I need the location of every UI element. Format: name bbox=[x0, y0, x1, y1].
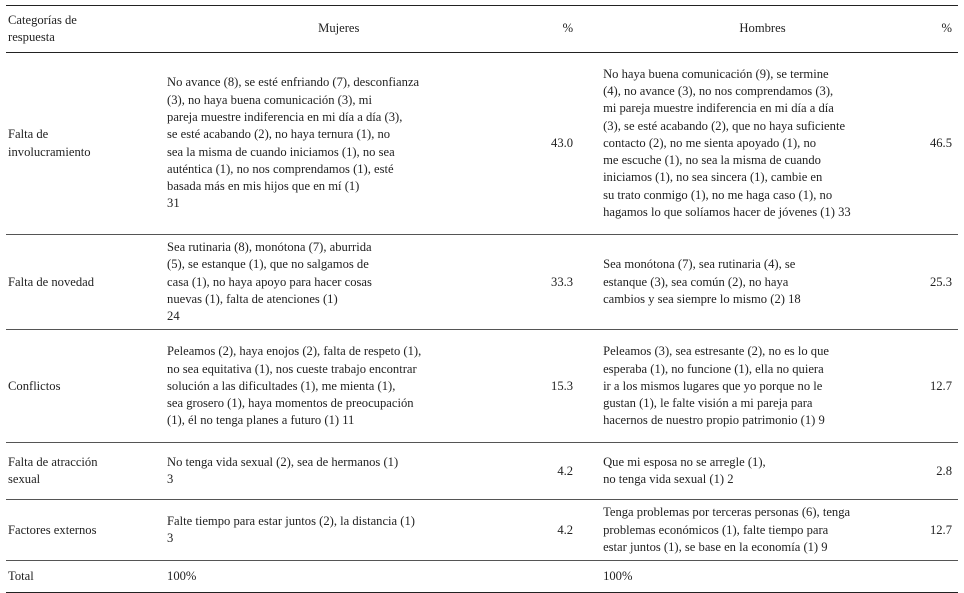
women-responses-cell bbox=[163, 53, 515, 235]
cell-line: se esté acabando (2), no haya ternura (1), no bbox=[167, 127, 391, 142]
cell-line: Falta de bbox=[8, 127, 49, 142]
cell-line: hacernos de nuestro propio patrimonio (1) 9 bbox=[603, 413, 825, 428]
cell-line: estanque (3), sea común (2), no haya bbox=[603, 274, 789, 289]
table-row bbox=[6, 330, 958, 443]
header-row bbox=[6, 6, 958, 53]
total-label: Total bbox=[8, 569, 34, 584]
header-men: Hombres bbox=[739, 21, 786, 36]
category-cell bbox=[6, 443, 163, 500]
table-row bbox=[6, 53, 958, 235]
cell-line: No avance (8), se esté enfriando (7), desconfianza bbox=[167, 75, 420, 90]
cell-line: solución a las dificultades (1), me mienta (1), bbox=[167, 378, 396, 393]
cell-line: mi pareja muestre indiferencia en mi día a día bbox=[603, 101, 834, 116]
men-responses-cell bbox=[581, 443, 926, 500]
men-percent-cell: 25.3 bbox=[929, 274, 952, 289]
cell-line: Sea rutinaria (8), monótona (7), aburrida bbox=[167, 240, 372, 254]
men-percent-cell: 12.7 bbox=[929, 522, 952, 537]
header-text: respuesta bbox=[8, 30, 55, 44]
cell-line: Que mi esposa no se arregle (1), bbox=[603, 455, 766, 470]
women-responses-cell bbox=[163, 235, 515, 330]
cell-line: 24 bbox=[167, 309, 180, 324]
cell-line: 3 bbox=[167, 531, 174, 546]
cell-line: esperaba (1), no funcione (1), ella no quiera bbox=[603, 361, 824, 376]
total-spacer bbox=[515, 561, 581, 593]
men-responses-cell bbox=[581, 53, 926, 235]
category-cell bbox=[6, 235, 163, 330]
cell-line: 31 bbox=[167, 196, 180, 211]
cell-line: iniciamos (1), no sea sincera (1), cambie en bbox=[603, 170, 823, 185]
cell-line: (3), se esté acabando (2), que no haya suficiente bbox=[603, 118, 846, 133]
cell-line: hagamos lo que solíamos hacer de jóvenes (1) 33 bbox=[603, 205, 851, 220]
cell-line: cambios y sea siempre lo mismo (2) 18 bbox=[603, 291, 801, 306]
men-percent-cell: 46.5 bbox=[929, 135, 952, 150]
women-percent-cell: 33.3 bbox=[551, 274, 574, 289]
table-row bbox=[6, 443, 958, 500]
cell-line: pareja muestre indiferencia en mi día a día (3), bbox=[167, 109, 403, 124]
women-percent-cell: 15.3 bbox=[551, 378, 574, 393]
header-women: Mujeres bbox=[318, 21, 360, 36]
men-percent-cell: 2.8 bbox=[936, 463, 952, 478]
header-category bbox=[6, 6, 163, 53]
cell-line: me escuche (1), no sea la misma de cuando bbox=[603, 153, 821, 168]
header-text: Categorías de bbox=[8, 12, 77, 27]
cell-line: (4), no avance (3), no nos comprendamos (3), bbox=[603, 83, 834, 98]
cell-line: Falta de atracción bbox=[8, 455, 98, 470]
cell-line: auténtica (1), no nos comprendamos (1), esté bbox=[167, 161, 394, 176]
women-responses-cell bbox=[163, 500, 515, 561]
header-men-pct: % bbox=[941, 21, 952, 36]
cell-line: estar juntos (1), se base en la economía (1) 9 bbox=[603, 540, 828, 555]
total-row bbox=[6, 561, 958, 593]
header-women-pct: % bbox=[562, 21, 574, 36]
cell-line: ir a los mismos lugares que yo porque no le bbox=[603, 378, 823, 393]
total-spacer2 bbox=[926, 561, 958, 593]
cell-line: Falta de novedad bbox=[8, 274, 95, 289]
women-percent-cell: 4.2 bbox=[557, 522, 574, 537]
cell-line: casa (1), no haya apoyo para hacer cosas bbox=[167, 274, 372, 289]
category-cell bbox=[6, 53, 163, 235]
cell-line: problemas económicos (1), falte tiempo para bbox=[603, 522, 829, 537]
cell-line: No tenga vida sexual (2), sea de hermanos (1) bbox=[167, 455, 399, 470]
men-responses-cell bbox=[581, 330, 926, 443]
men-percent-cell: 12.7 bbox=[929, 378, 952, 393]
cell-line: involucramiento bbox=[8, 144, 91, 159]
cell-line: Peleamos (2), haya enojos (2), falta de respeto (1), bbox=[167, 344, 422, 359]
cell-line: (3), no haya buena comunicación (3), mi bbox=[167, 92, 372, 107]
table-row bbox=[6, 500, 958, 561]
cell-line: Tenga problemas por terceras personas (6), tenga bbox=[603, 505, 851, 520]
men-responses-cell bbox=[581, 500, 926, 561]
cell-line: 3 bbox=[167, 472, 174, 487]
cell-line: Falte tiempo para estar juntos (2), la distancia (1) bbox=[167, 514, 415, 529]
cell-line: no tenga vida sexual (1) 2 bbox=[603, 472, 734, 487]
women-responses-cell bbox=[163, 330, 515, 443]
women-percent-cell: 43.0 bbox=[551, 135, 574, 150]
cell-line: Sea monótona (7), sea rutinaria (4), se bbox=[603, 257, 796, 272]
women-responses-cell bbox=[163, 443, 515, 500]
responses-table bbox=[6, 5, 958, 593]
cell-line: basada más en mis hijos que en mí (1) bbox=[167, 179, 360, 194]
cell-line: (5), se estanque (1), que no salgamos de bbox=[167, 257, 369, 272]
cell-line: contacto (2), no me sienta apoyado (1), no bbox=[603, 135, 817, 150]
cell-line: sea la misma de cuando iniciamos (1), no sea bbox=[167, 144, 395, 159]
cell-line: sexual bbox=[8, 472, 41, 487]
cell-line: Factores externos bbox=[8, 522, 97, 537]
cell-line: gustan (1), le falte visión a mi pareja para bbox=[603, 396, 813, 411]
cell-line: Conflictos bbox=[8, 378, 61, 393]
cell-line: sea grosero (1), haya momentos de preocupación bbox=[167, 396, 414, 411]
total-men: 100% bbox=[603, 569, 633, 584]
category-cell bbox=[6, 500, 163, 561]
men-responses-cell bbox=[581, 235, 926, 330]
cell-line: nuevas (1), falta de atenciones (1) bbox=[167, 291, 338, 306]
cell-line: su trato conmigo (1), no me haga caso (1), no bbox=[603, 187, 833, 202]
cell-line: no sea equitativa (1), nos cueste trabajo encontrar bbox=[167, 361, 417, 376]
cell-line: (1), él no tenga planes a futuro (1) 11 bbox=[167, 413, 355, 428]
category-cell bbox=[6, 330, 163, 443]
table-row bbox=[6, 235, 958, 330]
cell-line: No haya buena comunicación (9), se termine bbox=[603, 66, 829, 81]
total-women: 100% bbox=[167, 569, 197, 584]
women-percent-cell: 4.2 bbox=[557, 463, 574, 478]
cell-line: Peleamos (3), sea estresante (2), no es lo que bbox=[603, 344, 829, 359]
